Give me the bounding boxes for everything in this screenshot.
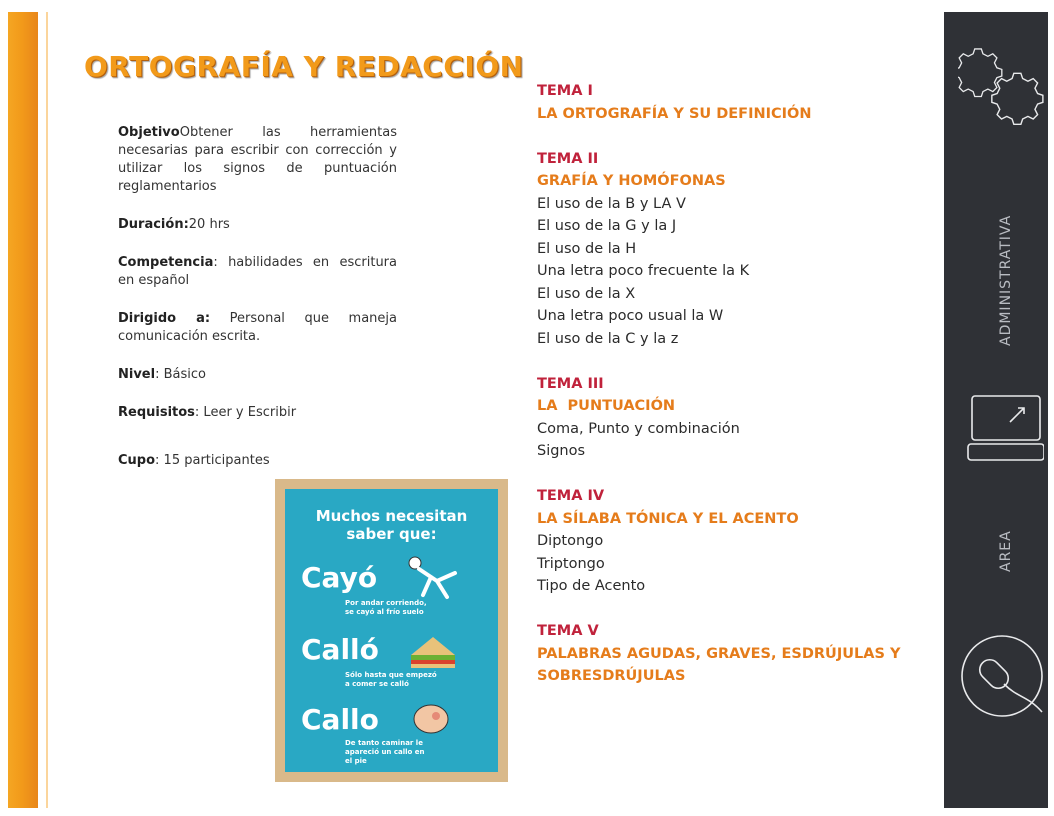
page-title: ORTOGRAFÍA Y REDACCIÓN bbox=[84, 50, 524, 83]
tema-5-title-line1: PALABRAS AGUDAS, GRAVES, ESDRÚJULAS Y bbox=[537, 645, 901, 662]
objetivo-paragraph bbox=[118, 124, 397, 196]
sidebar-label-area: AREA bbox=[998, 530, 1014, 572]
tema-3-label: TEMA III bbox=[537, 375, 604, 392]
requisitos-text: : Leer y Escribir bbox=[194, 405, 297, 420]
poster-sub-callo-accent-line1: Sólo hasta que empezó bbox=[345, 671, 437, 679]
left-accent-line bbox=[46, 12, 48, 808]
cupo-paragraph bbox=[118, 452, 397, 470]
tema-5-title-line2: SOBRESDRÚJULAS bbox=[537, 668, 686, 684]
duracion-label: Duración: bbox=[118, 217, 189, 232]
poster-sub-callo-line2: apareció un callo en bbox=[345, 748, 425, 756]
poster-heading bbox=[285, 507, 498, 543]
poster-heading-line1: Muchos necesitan bbox=[315, 507, 468, 525]
spacer bbox=[537, 463, 917, 486]
spacer bbox=[537, 125, 917, 148]
tema-2-item: El uso de la H bbox=[537, 240, 637, 257]
poster-heading-line2: saber que: bbox=[346, 525, 437, 543]
poster-sub-cayo-line1: Por andar corriendo, bbox=[345, 599, 427, 607]
tema-4-item: Tipo de Acento bbox=[537, 578, 646, 594]
nivel-label: Nivel bbox=[118, 367, 156, 382]
homophones-poster bbox=[275, 479, 508, 782]
tema-2-item: Una letra poco usual la W bbox=[537, 308, 724, 324]
tema-2-item: El uso de la X bbox=[537, 285, 636, 302]
tema-4-item: Triptongo bbox=[537, 555, 605, 572]
tema-3-title: LA PUNTUACIÓN bbox=[537, 398, 676, 414]
tema-4-label: TEMA IV bbox=[537, 488, 605, 504]
falling-man-icon bbox=[401, 555, 459, 601]
dirigido-paragraph bbox=[118, 310, 397, 346]
tema-2-label: TEMA II bbox=[537, 150, 599, 167]
sandwich-icon bbox=[407, 631, 459, 669]
cupo-text: : 15 participantes bbox=[155, 453, 270, 468]
dirigido-text: Personal que maneja comunicación escrita. bbox=[118, 311, 397, 344]
tema-3-item: Coma, Punto y combinación bbox=[537, 420, 740, 437]
tema-2-item: El uso de la C y la z bbox=[537, 330, 679, 347]
foot-icon bbox=[409, 697, 453, 737]
poster-word-callo-accent: Calló bbox=[301, 633, 379, 666]
tema-3-item: Signos bbox=[537, 443, 586, 459]
objetivo-text: Obtener las herramientas necesarias para escribir con corrección y utilizar los signos de puntuación reglamentarios bbox=[118, 125, 397, 194]
computer-screen-icon bbox=[966, 394, 1044, 466]
sidebar-label-administrativa: ADMINISTRATIVA bbox=[998, 214, 1014, 346]
poster-panel bbox=[285, 489, 498, 772]
mouse-icon bbox=[958, 632, 1048, 722]
poster-word-callo: Callo bbox=[301, 703, 379, 736]
duracion-paragraph bbox=[118, 216, 397, 234]
tema-5-label: TEMA V bbox=[537, 623, 599, 639]
left-accent-bar bbox=[8, 12, 38, 808]
dirigido-label: Dirigido a: bbox=[118, 311, 211, 326]
poster-sub-callo-accent bbox=[345, 671, 437, 689]
poster-sub-cayo-line2: se cayó al frío suelo bbox=[345, 608, 424, 616]
competencia-label: Competencia bbox=[118, 255, 214, 270]
tema-2-item: Una letra poco frecuente la K bbox=[537, 263, 750, 279]
tema-1-label: TEMA I bbox=[537, 83, 593, 99]
tema-4-title: LA SÍLABA TÓNICA Y EL ACENTO bbox=[537, 510, 799, 527]
poster-word-cayo: Cayó bbox=[301, 561, 378, 594]
tema-2-item: El uso de la G y la J bbox=[537, 218, 677, 234]
poster-sub-callo-line1: De tanto caminar le bbox=[345, 739, 423, 747]
requisitos-paragraph bbox=[118, 404, 397, 422]
spacer bbox=[537, 598, 917, 621]
competencia-text: : habilidades en escritura en español bbox=[118, 255, 397, 288]
objetivo-label: Objetivo bbox=[118, 125, 180, 140]
tema-1-title: LA ORTOGRAFÍA Y SU DEFINICIÓN bbox=[537, 105, 812, 122]
tema-2-title: GRAFÍA Y HOMÓFONAS bbox=[537, 173, 726, 189]
spacer bbox=[537, 350, 917, 373]
tema-2-item: El uso de la B y LA V bbox=[537, 195, 686, 212]
topics-list bbox=[537, 80, 917, 688]
poster-sub-callo-accent-line2: a comer se calló bbox=[345, 680, 409, 688]
poster-sub-callo-line3: el pie bbox=[345, 757, 367, 765]
gears-icon bbox=[958, 44, 1046, 126]
competencia-paragraph bbox=[118, 254, 397, 290]
requisitos-label: Requisitos bbox=[118, 405, 195, 420]
duracion-text: 20 hrs bbox=[188, 217, 230, 232]
poster-sub-cayo bbox=[345, 599, 427, 617]
nivel-text: : Básico bbox=[155, 367, 206, 382]
course-info bbox=[118, 124, 397, 490]
cupo-label: Cupo bbox=[118, 453, 156, 468]
poster-sub-callo bbox=[345, 739, 425, 766]
nivel-paragraph bbox=[118, 366, 397, 384]
tema-4-item: Diptongo bbox=[537, 533, 604, 549]
right-sidebar bbox=[944, 12, 1048, 808]
